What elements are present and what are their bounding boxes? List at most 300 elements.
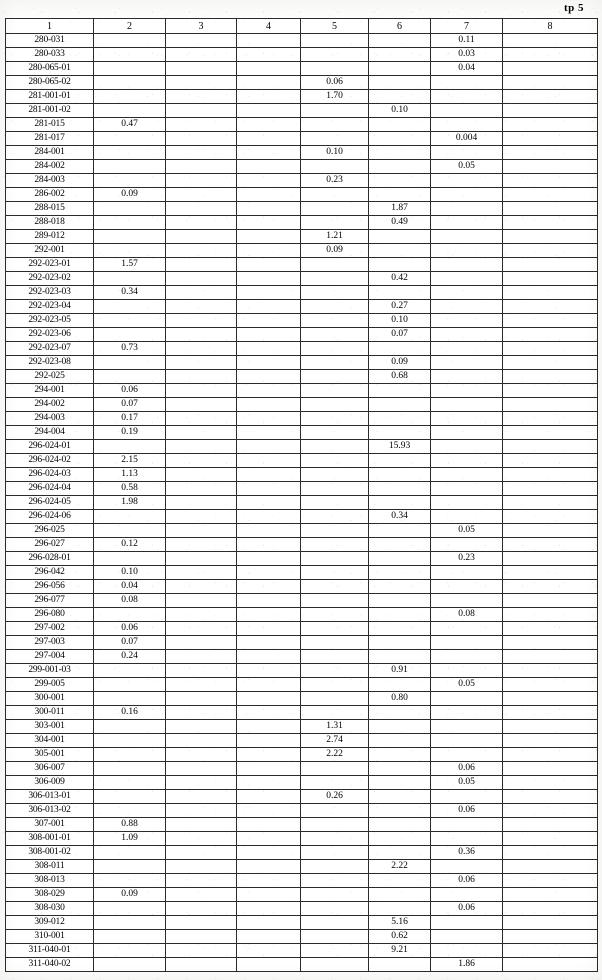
row-value-cell-4	[237, 930, 301, 944]
row-value-cell-4	[237, 622, 301, 636]
row-value-cell-7: 0.04	[431, 62, 503, 76]
row-value-cell-5	[301, 370, 369, 384]
row-value-cell-5: 1.21	[301, 230, 369, 244]
row-value-cell-6	[369, 286, 431, 300]
row-value-cell-4	[237, 720, 301, 734]
row-value-cell-4	[237, 790, 301, 804]
row-value-cell-7	[431, 930, 503, 944]
row-value-cell-6	[369, 594, 431, 608]
row-value-cell-6	[369, 230, 431, 244]
row-value-cell-5	[301, 860, 369, 874]
row-value-cell-4	[237, 510, 301, 524]
row-value-cell-4	[237, 958, 301, 972]
row-value-cell-2	[94, 146, 166, 160]
row-code-cell: 299-001-03	[6, 664, 94, 678]
row-value-cell-7	[431, 538, 503, 552]
row-value-cell-3	[166, 132, 237, 146]
row-value-cell-3	[166, 888, 237, 902]
row-value-cell-6: 0.07	[369, 328, 431, 342]
row-value-cell-4	[237, 468, 301, 482]
row-value-cell-6	[369, 580, 431, 594]
row-value-cell-4	[237, 888, 301, 902]
row-value-cell-4	[237, 860, 301, 874]
row-value-cell-2: 1.13	[94, 468, 166, 482]
row-code-cell: 297-003	[6, 636, 94, 650]
row-value-cell-3	[166, 636, 237, 650]
row-code-cell: 296-056	[6, 580, 94, 594]
row-value-cell-2	[94, 790, 166, 804]
row-value-cell-7	[431, 664, 503, 678]
row-value-cell-4	[237, 286, 301, 300]
row-value-cell-7: 0.05	[431, 776, 503, 790]
row-code-cell: 292-023-08	[6, 356, 94, 370]
row-code-cell: 288-018	[6, 216, 94, 230]
table-row	[6, 664, 598, 678]
row-value-cell-3	[166, 762, 237, 776]
row-value-cell-5	[301, 440, 369, 454]
row-value-cell-2	[94, 748, 166, 762]
row-value-cell-4	[237, 902, 301, 916]
row-code-cell: 280-065-02	[6, 76, 94, 90]
table-row	[6, 76, 598, 90]
row-value-cell-8	[503, 720, 598, 734]
row-value-cell-7	[431, 76, 503, 90]
row-value-cell-6	[369, 398, 431, 412]
row-value-cell-2: 0.16	[94, 706, 166, 720]
row-value-cell-7	[431, 356, 503, 370]
column-header-6: 6	[369, 19, 431, 34]
table-row	[6, 146, 598, 160]
row-code-cell: 296-028-01	[6, 552, 94, 566]
row-value-cell-8	[503, 832, 598, 846]
row-value-cell-4	[237, 804, 301, 818]
row-value-cell-2	[94, 692, 166, 706]
row-value-cell-2: 0.07	[94, 636, 166, 650]
row-value-cell-6: 0.10	[369, 314, 431, 328]
row-code-cell: 305-001	[6, 748, 94, 762]
row-value-cell-3	[166, 90, 237, 104]
row-value-cell-7	[431, 650, 503, 664]
row-code-cell: 303-001	[6, 720, 94, 734]
row-code-cell: 308-001-02	[6, 846, 94, 860]
column-header-3: 3	[166, 19, 237, 34]
row-value-cell-8	[503, 258, 598, 272]
table-row	[6, 34, 598, 48]
row-value-cell-8	[503, 930, 598, 944]
table-row	[6, 566, 598, 580]
row-code-cell: 294-004	[6, 426, 94, 440]
row-code-cell: 299-005	[6, 678, 94, 692]
row-value-cell-7	[431, 594, 503, 608]
row-value-cell-2: 0.10	[94, 566, 166, 580]
row-value-cell-5	[301, 188, 369, 202]
row-value-cell-3	[166, 258, 237, 272]
table-row	[6, 608, 598, 622]
row-value-cell-2: 0.04	[94, 580, 166, 594]
row-value-cell-4	[237, 160, 301, 174]
row-value-cell-8	[503, 188, 598, 202]
row-value-cell-8	[503, 202, 598, 216]
row-value-cell-2	[94, 664, 166, 678]
row-value-cell-6: 0.10	[369, 104, 431, 118]
table-row	[6, 860, 598, 874]
row-value-cell-3	[166, 314, 237, 328]
table-row	[6, 958, 598, 972]
column-header-8: 8	[503, 19, 598, 34]
table-row	[6, 384, 598, 398]
row-value-cell-8	[503, 664, 598, 678]
row-value-cell-3	[166, 370, 237, 384]
row-value-cell-5	[301, 538, 369, 552]
row-value-cell-2: 0.58	[94, 482, 166, 496]
row-value-cell-2: 1.09	[94, 832, 166, 846]
table-row	[6, 510, 598, 524]
row-value-cell-4	[237, 230, 301, 244]
row-value-cell-6	[369, 958, 431, 972]
row-value-cell-3	[166, 496, 237, 510]
row-value-cell-6	[369, 776, 431, 790]
row-value-cell-5	[301, 692, 369, 706]
row-value-cell-2	[94, 76, 166, 90]
row-code-cell: 294-003	[6, 412, 94, 426]
row-value-cell-7	[431, 482, 503, 496]
row-value-cell-2	[94, 132, 166, 146]
row-value-cell-5	[301, 874, 369, 888]
row-value-cell-5: 0.23	[301, 174, 369, 188]
row-value-cell-4	[237, 818, 301, 832]
row-value-cell-7	[431, 384, 503, 398]
row-value-cell-5	[301, 664, 369, 678]
row-value-cell-8	[503, 552, 598, 566]
row-value-cell-5	[301, 398, 369, 412]
row-code-cell: 296-024-03	[6, 468, 94, 482]
row-value-cell-7	[431, 216, 503, 230]
row-code-cell: 296-080	[6, 608, 94, 622]
row-value-cell-8	[503, 342, 598, 356]
row-value-cell-8	[503, 608, 598, 622]
row-value-cell-2	[94, 762, 166, 776]
row-value-cell-2: 0.34	[94, 286, 166, 300]
row-value-cell-6	[369, 258, 431, 272]
row-value-cell-6: 9.21	[369, 944, 431, 958]
row-code-cell: 292-023-03	[6, 286, 94, 300]
row-value-cell-5	[301, 552, 369, 566]
row-value-cell-7	[431, 888, 503, 902]
row-value-cell-5	[301, 454, 369, 468]
row-value-cell-5	[301, 622, 369, 636]
table-row	[6, 496, 598, 510]
row-code-cell: 296-024-05	[6, 496, 94, 510]
row-code-cell: 284-001	[6, 146, 94, 160]
row-code-cell: 296-024-04	[6, 482, 94, 496]
row-value-cell-6: 0.34	[369, 510, 431, 524]
row-value-cell-3	[166, 776, 237, 790]
row-value-cell-7: 0.08	[431, 608, 503, 622]
row-value-cell-4	[237, 258, 301, 272]
row-code-cell: 308-029	[6, 888, 94, 902]
row-value-cell-3	[166, 384, 237, 398]
row-value-cell-2	[94, 370, 166, 384]
row-value-cell-3	[166, 398, 237, 412]
row-value-cell-6	[369, 888, 431, 902]
row-value-cell-4	[237, 846, 301, 860]
row-value-cell-2	[94, 314, 166, 328]
row-value-cell-3	[166, 62, 237, 76]
table-row	[6, 524, 598, 538]
table-row	[6, 720, 598, 734]
row-value-cell-7	[431, 636, 503, 650]
row-value-cell-7	[431, 720, 503, 734]
row-value-cell-7	[431, 748, 503, 762]
row-value-cell-8	[503, 510, 598, 524]
row-value-cell-7	[431, 258, 503, 272]
row-value-cell-4	[237, 832, 301, 846]
row-value-cell-8	[503, 538, 598, 552]
row-value-cell-4	[237, 440, 301, 454]
row-value-cell-5	[301, 216, 369, 230]
table-row	[6, 832, 598, 846]
table-row	[6, 706, 598, 720]
row-value-cell-4	[237, 398, 301, 412]
row-code-cell: 284-002	[6, 160, 94, 174]
row-value-cell-4	[237, 538, 301, 552]
row-value-cell-6	[369, 748, 431, 762]
row-value-cell-2: 0.08	[94, 594, 166, 608]
row-value-cell-8	[503, 398, 598, 412]
row-value-cell-8	[503, 636, 598, 650]
row-value-cell-4	[237, 412, 301, 426]
table-row	[6, 454, 598, 468]
row-value-cell-7	[431, 174, 503, 188]
row-value-cell-5: 2.22	[301, 748, 369, 762]
table-row	[6, 90, 598, 104]
row-value-cell-8	[503, 482, 598, 496]
row-value-cell-7	[431, 188, 503, 202]
row-value-cell-3	[166, 692, 237, 706]
table-row	[6, 762, 598, 776]
row-value-cell-6	[369, 608, 431, 622]
row-value-cell-4	[237, 104, 301, 118]
table-row	[6, 272, 598, 286]
row-code-cell: 296-042	[6, 566, 94, 580]
row-value-cell-5	[301, 384, 369, 398]
row-value-cell-4	[237, 706, 301, 720]
row-value-cell-4	[237, 62, 301, 76]
row-value-cell-3	[166, 230, 237, 244]
row-value-cell-3	[166, 202, 237, 216]
row-value-cell-8	[503, 860, 598, 874]
row-value-cell-4	[237, 244, 301, 258]
row-value-cell-3	[166, 874, 237, 888]
row-value-cell-7	[431, 832, 503, 846]
row-value-cell-2	[94, 174, 166, 188]
row-value-cell-7	[431, 454, 503, 468]
row-code-cell: 296-024-02	[6, 454, 94, 468]
row-value-cell-7	[431, 272, 503, 286]
table-row	[6, 468, 598, 482]
row-value-cell-8	[503, 594, 598, 608]
row-code-cell: 310-001	[6, 930, 94, 944]
table-row	[6, 174, 598, 188]
table-row	[6, 748, 598, 762]
row-value-cell-8	[503, 230, 598, 244]
row-value-cell-4	[237, 776, 301, 790]
row-value-cell-8	[503, 804, 598, 818]
row-value-cell-5	[301, 636, 369, 650]
table-row	[6, 552, 598, 566]
row-value-cell-2: 0.07	[94, 398, 166, 412]
row-value-cell-2	[94, 720, 166, 734]
row-value-cell-5	[301, 202, 369, 216]
row-value-cell-2	[94, 958, 166, 972]
row-value-cell-8	[503, 734, 598, 748]
row-value-cell-2	[94, 90, 166, 104]
row-value-cell-2	[94, 944, 166, 958]
row-value-cell-6	[369, 384, 431, 398]
row-value-cell-5	[301, 846, 369, 860]
table-row	[6, 776, 598, 790]
row-value-cell-6	[369, 468, 431, 482]
table-row	[6, 286, 598, 300]
row-value-cell-4	[237, 188, 301, 202]
row-value-cell-5	[301, 958, 369, 972]
table-row	[6, 412, 598, 426]
row-value-cell-6	[369, 790, 431, 804]
row-value-cell-3	[166, 944, 237, 958]
row-code-cell: 294-001	[6, 384, 94, 398]
row-value-cell-7	[431, 328, 503, 342]
row-value-cell-8	[503, 944, 598, 958]
row-value-cell-6: 0.62	[369, 930, 431, 944]
row-value-cell-5	[301, 426, 369, 440]
row-value-cell-8	[503, 692, 598, 706]
table-row	[6, 874, 598, 888]
row-value-cell-8	[503, 916, 598, 930]
row-value-cell-8	[503, 412, 598, 426]
row-value-cell-7	[431, 916, 503, 930]
row-value-cell-3	[166, 860, 237, 874]
row-value-cell-7	[431, 944, 503, 958]
row-value-cell-7	[431, 412, 503, 426]
row-value-cell-8	[503, 888, 598, 902]
row-value-cell-8	[503, 90, 598, 104]
row-code-cell: 289-012	[6, 230, 94, 244]
row-value-cell-3	[166, 664, 237, 678]
table-row	[6, 888, 598, 902]
row-value-cell-7: 0.06	[431, 804, 503, 818]
row-value-cell-5	[301, 916, 369, 930]
row-value-cell-6: 0.42	[369, 272, 431, 286]
row-value-cell-7: 0.05	[431, 678, 503, 692]
row-value-cell-5	[301, 804, 369, 818]
row-value-cell-2	[94, 34, 166, 48]
row-value-cell-4	[237, 202, 301, 216]
row-value-cell-5	[301, 496, 369, 510]
row-value-cell-4	[237, 916, 301, 930]
row-value-cell-5	[301, 160, 369, 174]
row-value-cell-6: 1.87	[369, 202, 431, 216]
row-value-cell-2	[94, 104, 166, 118]
row-code-cell: 281-017	[6, 132, 94, 146]
row-value-cell-8	[503, 776, 598, 790]
row-value-cell-3	[166, 804, 237, 818]
row-value-cell-5: 1.31	[301, 720, 369, 734]
row-value-cell-3	[166, 286, 237, 300]
row-value-cell-7	[431, 104, 503, 118]
row-value-cell-7	[431, 286, 503, 300]
row-value-cell-4	[237, 944, 301, 958]
row-value-cell-4	[237, 356, 301, 370]
row-value-cell-5	[301, 944, 369, 958]
row-value-cell-8	[503, 454, 598, 468]
row-value-cell-2: 0.88	[94, 818, 166, 832]
row-value-cell-3	[166, 160, 237, 174]
row-value-cell-7	[431, 300, 503, 314]
row-value-cell-8	[503, 958, 598, 972]
row-value-cell-5: 1.70	[301, 90, 369, 104]
row-code-cell: 306-007	[6, 762, 94, 776]
row-value-cell-7	[431, 398, 503, 412]
row-value-cell-3	[166, 916, 237, 930]
row-value-cell-8	[503, 300, 598, 314]
row-value-cell-6	[369, 76, 431, 90]
row-value-cell-4	[237, 132, 301, 146]
table-row	[6, 342, 598, 356]
table-row	[6, 202, 598, 216]
row-value-cell-2: 0.12	[94, 538, 166, 552]
table-row	[6, 678, 598, 692]
row-value-cell-3	[166, 958, 237, 972]
row-value-cell-6	[369, 90, 431, 104]
row-value-cell-4	[237, 76, 301, 90]
row-value-cell-3	[166, 76, 237, 90]
table-row	[6, 104, 598, 118]
row-value-cell-2	[94, 300, 166, 314]
row-value-cell-5: 0.10	[301, 146, 369, 160]
row-value-cell-3	[166, 188, 237, 202]
row-value-cell-5	[301, 286, 369, 300]
row-code-cell: 292-023-01	[6, 258, 94, 272]
row-value-cell-7	[431, 440, 503, 454]
row-code-cell: 308-030	[6, 902, 94, 916]
row-value-cell-2	[94, 608, 166, 622]
row-value-cell-6: 0.80	[369, 692, 431, 706]
row-value-cell-3	[166, 622, 237, 636]
row-value-cell-5	[301, 510, 369, 524]
row-value-cell-2	[94, 916, 166, 930]
table-row	[6, 818, 598, 832]
row-value-cell-6	[369, 720, 431, 734]
row-value-cell-7: 1.86	[431, 958, 503, 972]
row-value-cell-3	[166, 734, 237, 748]
table-row	[6, 846, 598, 860]
row-value-cell-5	[301, 580, 369, 594]
row-code-cell: 306-009	[6, 776, 94, 790]
row-value-cell-4	[237, 482, 301, 496]
row-value-cell-6	[369, 342, 431, 356]
row-value-cell-2: 2.15	[94, 454, 166, 468]
row-code-cell: 284-003	[6, 174, 94, 188]
row-value-cell-3	[166, 608, 237, 622]
row-code-cell: 296-027	[6, 538, 94, 552]
table-row	[6, 62, 598, 76]
row-value-cell-5	[301, 608, 369, 622]
row-value-cell-8	[503, 496, 598, 510]
row-code-cell: 307-001	[6, 818, 94, 832]
table-row	[6, 230, 598, 244]
row-code-cell: 292-025	[6, 370, 94, 384]
table-row	[6, 692, 598, 706]
